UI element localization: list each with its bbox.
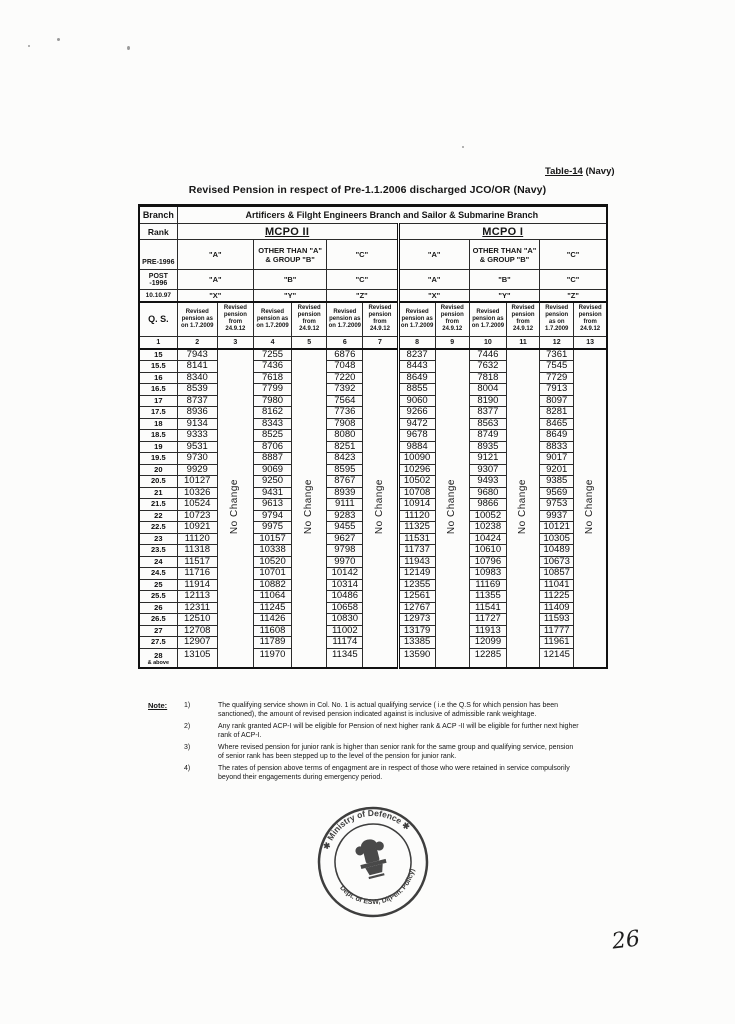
pension-value-cell: 9333 [177, 430, 217, 442]
pension-value-cell: 8162 [253, 407, 291, 419]
pension-value-cell: 11737 [398, 545, 435, 557]
pension-value-cell: 11174 [327, 637, 363, 649]
pension-value-cell: 9455 [327, 522, 363, 534]
qs-cell: 22 [139, 510, 177, 522]
qs-cell: 25.5 [139, 591, 177, 603]
pension-table-container [138, 204, 608, 669]
pension-value-cell: 11914 [177, 579, 217, 591]
no-change-label: No Change [302, 478, 314, 535]
column-header-row [139, 302, 607, 337]
pension-value-cell: 8251 [327, 441, 363, 453]
note-text: The rates of pension above terms of engagment are in respect of those who were retained in service compulsorily beyond their engagements during emergency period. [218, 765, 570, 781]
pension-table [138, 204, 608, 669]
table-label [545, 166, 615, 177]
pension-value-cell: 7632 [469, 361, 506, 373]
pension-value-cell: 9678 [398, 430, 435, 442]
pension-value-cell: 11727 [469, 614, 506, 626]
col-header: Revised pension as on 1.7.2009 [253, 302, 291, 337]
pension-value-cell: 7943 [177, 349, 217, 361]
col-header: Revised pension from 24.9.12 [217, 302, 253, 337]
pension-value-cell: 10723 [177, 510, 217, 522]
pension-value-cell: 8343 [253, 418, 291, 430]
pension-value-cell: 9970 [327, 556, 363, 568]
col-number: 6 [327, 337, 363, 349]
qs-cell: 20.5 [139, 476, 177, 488]
pension-value-cell: 8935 [469, 441, 506, 453]
qs-cell: 19.5 [139, 453, 177, 465]
document-title: Revised Pension in respect of Pre-1.1.2006 discharged JCO/OR (Navy) [188, 184, 547, 196]
col-header: Revised pension from 24.9.12 [574, 302, 607, 337]
pension-value-cell: 8525 [253, 430, 291, 442]
pension-value-cell: 7361 [540, 349, 574, 361]
qs-cell: 16 [139, 372, 177, 384]
pension-value-cell: 13590 [398, 648, 435, 668]
pension-value-cell: 9937 [540, 510, 574, 522]
pension-value-cell: 11355 [469, 591, 506, 603]
group-cell: "X" [177, 290, 253, 302]
pension-value-cell: 13105 [177, 648, 217, 668]
pension-value-cell: 8237 [398, 349, 435, 361]
col-number: 2 [177, 337, 217, 349]
qs-cell: 27 [139, 625, 177, 637]
col-number: 10 [469, 337, 506, 349]
pension-value-cell: 9753 [540, 499, 574, 511]
pension-value-cell: 9201 [540, 464, 574, 476]
pension-value-cell: 11716 [177, 568, 217, 580]
pension-value-cell: 7913 [540, 384, 574, 396]
pension-value-cell: 8649 [398, 372, 435, 384]
pension-value-cell: 9266 [398, 407, 435, 419]
col-header: Revised pension as on 1.7.2009 [540, 302, 574, 337]
pension-value-cell: 10520 [253, 556, 291, 568]
col-header: Revised pension from 24.9.12 [435, 302, 469, 337]
pension-value-cell: 9929 [177, 464, 217, 476]
col-header: Revised pension as on 1.7.2009 [177, 302, 217, 337]
col-header: Revised pension from 24.9.12 [292, 302, 327, 337]
qs-cell: 22.5 [139, 522, 177, 534]
pension-value-cell: 8190 [469, 395, 506, 407]
pension-value-cell: 8377 [469, 407, 506, 419]
no-change-label: No Change [516, 478, 528, 535]
pension-value-cell: 11531 [398, 533, 435, 545]
pension-value-cell: 9431 [253, 487, 291, 499]
qs-cell: 17.5 [139, 407, 177, 419]
pension-value-cell: 10882 [253, 579, 291, 591]
col-header: Revised pension as on 1.7.2009 [469, 302, 506, 337]
col-number: 3 [217, 337, 253, 349]
post-1996-label: POST -1996 [139, 270, 177, 290]
pension-value-cell: 9730 [177, 453, 217, 465]
pension-value-cell: 7818 [469, 372, 506, 384]
pension-value-cell: 11517 [177, 556, 217, 568]
pension-value-cell: 10238 [469, 522, 506, 534]
pre-1996-row [139, 240, 607, 270]
date-10-10-97-label: 10.10.97 [139, 290, 177, 302]
pre-1996-label: PRE-1996 [139, 240, 177, 270]
pension-value-cell: 7736 [327, 407, 363, 419]
pension-value-cell: 11169 [469, 579, 506, 591]
qs-cell: 20 [139, 464, 177, 476]
pension-value-cell: 11002 [327, 625, 363, 637]
pension-value-cell: 7564 [327, 395, 363, 407]
pension-value-cell: 11608 [253, 625, 291, 637]
pension-value-cell: 12561 [398, 591, 435, 603]
pension-value-cell: 8563 [469, 418, 506, 430]
pension-value-cell: 9794 [253, 510, 291, 522]
pension-value-cell: 12355 [398, 579, 435, 591]
group-cell: "A" [177, 270, 253, 290]
note-number: 1) [184, 702, 191, 709]
pension-value-cell: 8706 [253, 441, 291, 453]
pension-value-cell: 10142 [327, 568, 363, 580]
pension-value-cell: 7220 [327, 372, 363, 384]
pension-value-cell: 8887 [253, 453, 291, 465]
scan-artifact [57, 38, 60, 41]
pension-value-cell: 8004 [469, 384, 506, 396]
pension-value-cell: 9493 [469, 476, 506, 488]
qs-cell: 15.5 [139, 361, 177, 373]
pension-value-cell: 12145 [540, 648, 574, 668]
rank-mcpo1: MCPO I [398, 224, 607, 240]
rank-row [139, 224, 607, 240]
pension-value-cell: 7255 [253, 349, 291, 361]
qs-cell: 24.5 [139, 568, 177, 580]
col-number: 8 [398, 337, 435, 349]
pension-value-cell: 9680 [469, 487, 506, 499]
column-number-row [139, 337, 607, 349]
group-cell: "C" [327, 240, 398, 270]
note-text: The qualifying service shown in Col. No. 1 is actual qualifying service ( i.e the Q.S for which pension has been sanctioned), the amount of revised pension indicated against is inclusive of admissible rank weightage. [218, 702, 559, 718]
qs-cell: 26.5 [139, 614, 177, 626]
pension-value-cell: 10052 [469, 510, 506, 522]
pension-value-cell: 9975 [253, 522, 291, 534]
pension-value-cell: 9134 [177, 418, 217, 430]
pension-value-cell: 10524 [177, 499, 217, 511]
pension-value-cell: 7048 [327, 361, 363, 373]
group-cell: "A" [177, 240, 253, 270]
pension-value-cell: 9884 [398, 441, 435, 453]
pension-value-cell: 8595 [327, 464, 363, 476]
scan-artifact [28, 45, 30, 47]
qs-column-header: Q. S. [139, 302, 177, 337]
qs-cell: 16.5 [139, 384, 177, 396]
pension-value-cell: 11541 [469, 602, 506, 614]
pension-value-cell: 10121 [540, 522, 574, 534]
no-change-cell [217, 349, 253, 669]
pension-value-cell: 10921 [177, 522, 217, 534]
pension-value-cell: 9307 [469, 464, 506, 476]
pension-value-cell: 8649 [540, 430, 574, 442]
pension-value-cell: 11325 [398, 522, 435, 534]
pension-value-cell: 8423 [327, 453, 363, 465]
group-cell: "Z" [327, 290, 398, 302]
seal-bottom-text: Dept. of ESW, Dl(Pen. Policy) [338, 868, 417, 907]
no-change-label: No Change [583, 478, 595, 535]
qs-cell: 15 [139, 349, 177, 361]
pension-value-cell: 11225 [540, 591, 574, 603]
note-text: Any rank granted ACP-I will be eligible for Pension of next higher rank & ACP -II will be eligible for further next higher rank of ACP-I. [218, 723, 579, 739]
pension-value-cell: 12113 [177, 591, 217, 603]
pension-value-cell: 10314 [327, 579, 363, 591]
pension-value-cell: 12510 [177, 614, 217, 626]
pension-value-cell: 11593 [540, 614, 574, 626]
qs-cell: 24 [139, 556, 177, 568]
pension-value-cell: 11120 [398, 510, 435, 522]
pension-value-cell: 8939 [327, 487, 363, 499]
pension-value-cell: 10796 [469, 556, 506, 568]
pension-value-cell: 10673 [540, 556, 574, 568]
pension-value-cell: 9121 [469, 453, 506, 465]
group-cell: "C" [540, 240, 607, 270]
table-row [139, 349, 607, 361]
pension-value-cell: 13179 [398, 625, 435, 637]
no-change-cell [435, 349, 469, 669]
qs-cell: 19 [139, 441, 177, 453]
seal-top-text: ✱ Ministry of Defence ✱ [320, 807, 413, 851]
pension-value-cell: 7446 [469, 349, 506, 361]
pension-value-cell: 10701 [253, 568, 291, 580]
scan-artifact [127, 46, 130, 50]
pension-value-cell: 10338 [253, 545, 291, 557]
pension-value-cell: 10830 [327, 614, 363, 626]
pension-value-cell: 11970 [253, 648, 291, 668]
col-header: Revised pension as on 1.7.2009 [327, 302, 363, 337]
pension-value-cell: 12907 [177, 637, 217, 649]
group-cell: "B" [469, 270, 539, 290]
pension-value-cell: 9069 [253, 464, 291, 476]
pension-value-cell: 9250 [253, 476, 291, 488]
no-change-label: No Change [373, 478, 385, 535]
table-label-number: Table-14 [545, 166, 583, 177]
pension-value-cell: 10157 [253, 533, 291, 545]
qs-cell: 23 [139, 533, 177, 545]
handwritten-page-number: 26 [610, 926, 642, 955]
pension-value-cell: 10305 [540, 533, 574, 545]
pension-value-cell: 8443 [398, 361, 435, 373]
pension-value-cell: 7545 [540, 361, 574, 373]
pension-value-cell: 9627 [327, 533, 363, 545]
note-item [148, 701, 580, 719]
pension-value-cell: 7980 [253, 395, 291, 407]
pension-value-cell: 8737 [177, 395, 217, 407]
pension-value-cell: 12149 [398, 568, 435, 580]
pension-value-cell: 7618 [253, 372, 291, 384]
qs-cell: 21.5 [139, 499, 177, 511]
pension-value-cell: 10658 [327, 602, 363, 614]
pension-value-cell: 8097 [540, 395, 574, 407]
pension-value-cell: 11409 [540, 602, 574, 614]
group-cell: "Z" [540, 290, 607, 302]
pension-value-cell: 10090 [398, 453, 435, 465]
pension-value-cell: 11318 [177, 545, 217, 557]
branch-label: Branch [139, 206, 177, 224]
note-label: Note: [148, 701, 168, 710]
qs-cell: 23.5 [139, 545, 177, 557]
pension-value-cell: 8539 [177, 384, 217, 396]
note-item [148, 743, 580, 761]
pension-value-cell: 12973 [398, 614, 435, 626]
pension-value-cell: 11961 [540, 637, 574, 649]
pension-value-cell: 11120 [177, 533, 217, 545]
pension-value-cell: 10610 [469, 545, 506, 557]
pension-value-cell: 11777 [540, 625, 574, 637]
qs-cell: 26 [139, 602, 177, 614]
group-cell: "C" [327, 270, 398, 290]
note-text: Where revised pension for junior rank is higher than senior rank for the same group and qualifying service, pension of senior rank has been stepped up to the level of the pension for junior rank. [218, 744, 574, 760]
no-change-cell [506, 349, 539, 669]
pension-value-cell: 10914 [398, 499, 435, 511]
pension-value-cell: 12285 [469, 648, 506, 668]
note-number: 2) [184, 723, 191, 730]
pension-value-cell: 8340 [177, 372, 217, 384]
pension-value-cell: 7908 [327, 418, 363, 430]
pension-value-cell: 8855 [398, 384, 435, 396]
qs-cell: 18.5 [139, 430, 177, 442]
scan-artifact [462, 146, 464, 148]
group-cell: "A" [398, 270, 469, 290]
pension-value-cell: 7729 [540, 372, 574, 384]
pension-value-cell: 7392 [327, 384, 363, 396]
pension-value-cell: 8833 [540, 441, 574, 453]
table-label-suffix: (Navy) [582, 166, 615, 177]
pension-value-cell: 11913 [469, 625, 506, 637]
pension-value-cell: 11943 [398, 556, 435, 568]
no-change-cell [574, 349, 607, 669]
no-change-label: No Change [446, 478, 457, 535]
group-cell: "X" [398, 290, 469, 302]
ashoka-emblem-icon [353, 836, 391, 881]
pension-value-cell: 10489 [540, 545, 574, 557]
pension-value-cell: 13385 [398, 637, 435, 649]
pension-value-cell: 9385 [540, 476, 574, 488]
note-number: 4) [184, 765, 191, 772]
pension-value-cell: 9569 [540, 487, 574, 499]
pension-value-cell: 10424 [469, 533, 506, 545]
branch-row [139, 206, 607, 224]
qs-cell: 27.5 [139, 637, 177, 649]
pension-value-cell: 9111 [327, 499, 363, 511]
group-cell: OTHER THAN "A" & GROUP "B" [253, 240, 326, 270]
pension-value-cell: 9798 [327, 545, 363, 557]
pension-value-cell: 11041 [540, 579, 574, 591]
col-number: 4 [253, 337, 291, 349]
no-change-cell [363, 349, 398, 669]
pension-value-cell: 10486 [327, 591, 363, 603]
group-cell: "Y" [469, 290, 539, 302]
branch-value: Artificers & Filght Engineers Branch and Sailor & Submarine Branch [177, 206, 607, 224]
pension-value-cell: 9472 [398, 418, 435, 430]
pension-value-cell: 7799 [253, 384, 291, 396]
col-number: 1 [139, 337, 177, 349]
pension-value-cell: 12767 [398, 602, 435, 614]
qs-cell: 25 [139, 579, 177, 591]
pension-value-cell: 9060 [398, 395, 435, 407]
pension-value-cell: 10857 [540, 568, 574, 580]
pension-value-cell: 8767 [327, 476, 363, 488]
no-change-cell [292, 349, 327, 669]
no-change-label: No Change [229, 478, 241, 535]
pension-value-cell: 9283 [327, 510, 363, 522]
notes-section [148, 701, 580, 785]
pension-value-cell: 11789 [253, 637, 291, 649]
col-number: 11 [506, 337, 539, 349]
pension-value-cell: 12099 [469, 637, 506, 649]
pension-value-cell: 8749 [469, 430, 506, 442]
col-header: Revised pension from 24.9.12 [363, 302, 398, 337]
pension-value-cell: 10326 [177, 487, 217, 499]
pension-value-cell: 10502 [398, 476, 435, 488]
pension-value-cell: 7436 [253, 361, 291, 373]
col-number: 9 [435, 337, 469, 349]
pension-value-cell: 10708 [398, 487, 435, 499]
qs-cell: 28 & above [139, 648, 177, 668]
group-cell: "C" [540, 270, 607, 290]
rank-label: Rank [139, 224, 177, 240]
post-1996-row [139, 270, 607, 290]
pension-value-cell: 8465 [540, 418, 574, 430]
pension-value-cell: 8080 [327, 430, 363, 442]
qs-cell: 17 [139, 395, 177, 407]
note-item [148, 722, 580, 740]
qs-cell: 18 [139, 418, 177, 430]
ministry-of-defence-seal [307, 796, 439, 928]
pension-value-cell: 11064 [253, 591, 291, 603]
pension-value-cell: 11345 [327, 648, 363, 668]
pension-value-cell: 12311 [177, 602, 217, 614]
pension-value-cell: 6876 [327, 349, 363, 361]
pension-value-cell: 9866 [469, 499, 506, 511]
pension-value-cell: 11245 [253, 602, 291, 614]
group-cell: "B" [253, 270, 326, 290]
col-number: 12 [540, 337, 574, 349]
pension-value-cell: 10296 [398, 464, 435, 476]
group-cell: "A" [398, 240, 469, 270]
note-number: 3) [184, 744, 191, 751]
col-number: 13 [574, 337, 607, 349]
rank-mcpo2: MCPO II [177, 224, 398, 240]
date-10-10-97-row [139, 290, 607, 302]
qs-cell: 21 [139, 487, 177, 499]
pension-value-cell: 12708 [177, 625, 217, 637]
pension-value-cell: 8141 [177, 361, 217, 373]
col-number: 7 [363, 337, 398, 349]
svg-text:Dept. of ESW, Dl(Pen. Policy) [338, 867, 423, 915]
pension-value-cell: 11426 [253, 614, 291, 626]
pension-value-cell: 9017 [540, 453, 574, 465]
pension-value-cell: 10983 [469, 568, 506, 580]
pension-value-cell: 9613 [253, 499, 291, 511]
pension-value-cell: 8281 [540, 407, 574, 419]
group-cell: OTHER THAN "A" & GROUP "B" [469, 240, 539, 270]
pension-value-cell: 9531 [177, 441, 217, 453]
note-item [148, 764, 580, 782]
col-header: Revised pension as on 1.7.2009 [398, 302, 435, 337]
col-number: 5 [292, 337, 327, 349]
col-header: Revised pension from 24.9.12 [506, 302, 539, 337]
group-cell: "Y" [253, 290, 326, 302]
pension-table-body [139, 349, 607, 669]
pension-value-cell: 8936 [177, 407, 217, 419]
pension-value-cell: 10127 [177, 476, 217, 488]
